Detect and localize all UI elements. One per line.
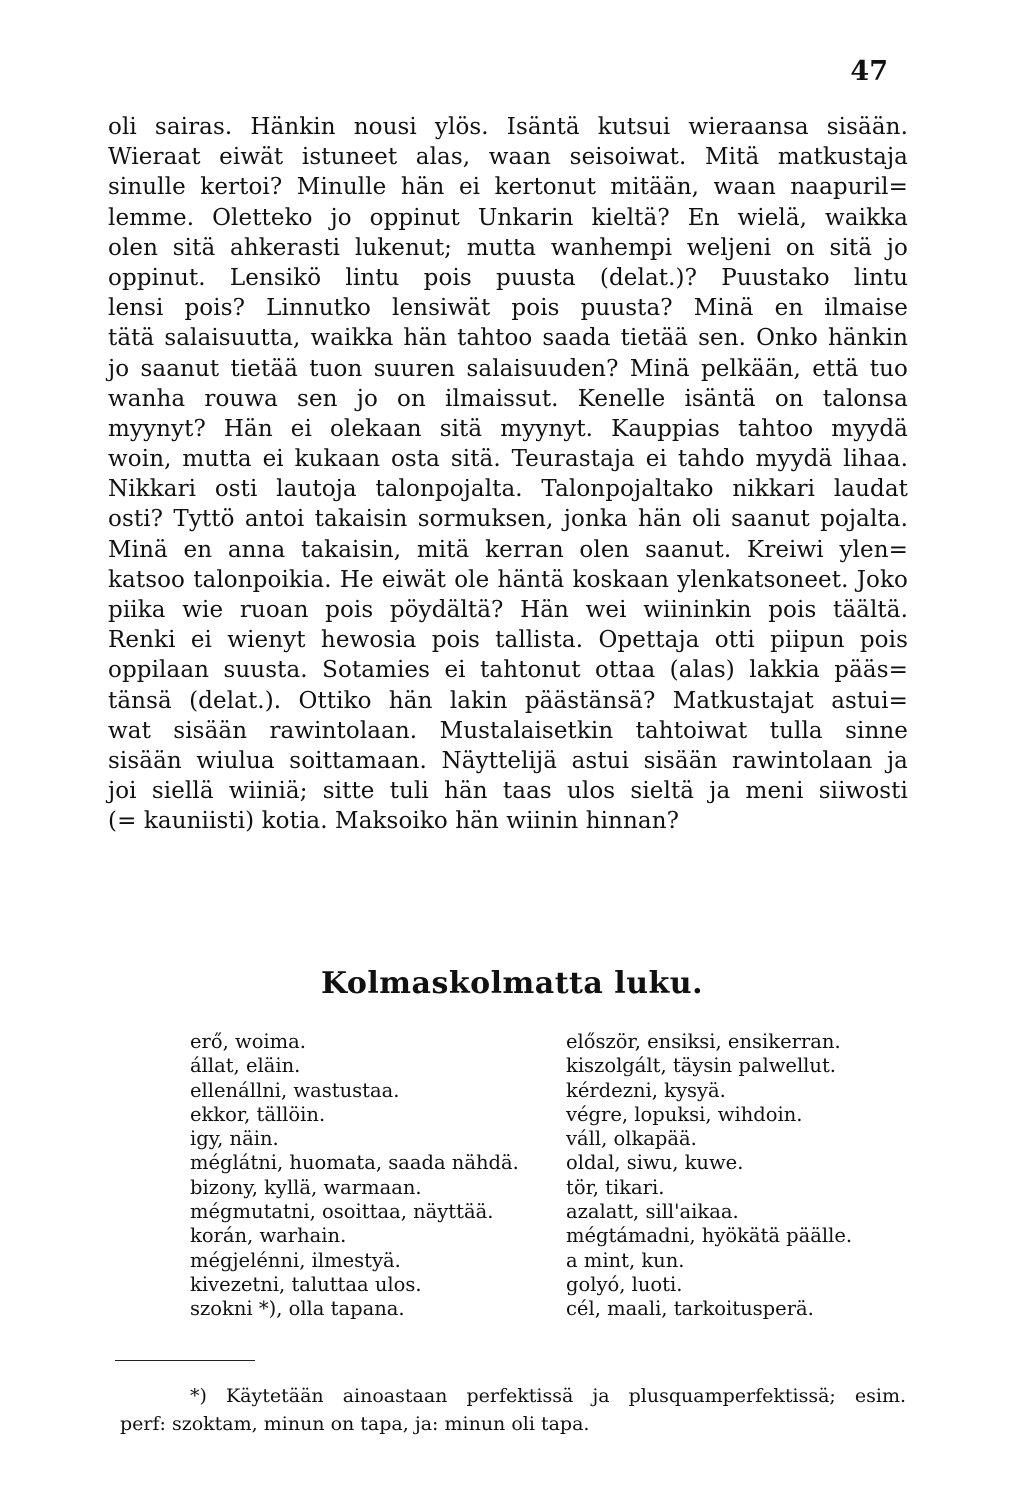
body-line: jo saanut tietää tuon suuren salaisuuden? Minä pelkään, että tuo bbox=[108, 355, 908, 382]
body-line: oli sairas. Hänkin nousi ylös. Isäntä kutsui wieraansa sisään. bbox=[108, 114, 908, 140]
body-line: katsoo talonpoikia. He eiwät ole häntä koskaan ylenkatsoneet. Joko bbox=[108, 566, 908, 593]
vocabulary-entry: korán, warhain. bbox=[190, 1224, 347, 1248]
vocabulary-entry: kivezetni, taluttaa ulos. bbox=[190, 1272, 422, 1296]
vocabulary-entry: kérdezni, kysyä. bbox=[566, 1078, 726, 1102]
vocabulary-entry: először, ensiksi, ensikerran. bbox=[566, 1030, 841, 1053]
vocabulary-entry: méglátni, huomata, saada nähdä. bbox=[190, 1151, 519, 1175]
body-line: Renki ei wienyt hewosia pois tallista. Opettaja otti piipun pois bbox=[108, 627, 908, 654]
body-line: oppinut. Lensikö lintu pois puusta (delat.)? Puustako lintu bbox=[108, 264, 908, 291]
body-line: sisään wiulua soittamaan. Näyttelijä astui sisään rawintolaan ja bbox=[108, 747, 908, 774]
vocabulary-entry: mégjelénni, ilmestyä. bbox=[190, 1248, 401, 1272]
vocabulary-entry: ekkor, tällöin. bbox=[190, 1102, 326, 1126]
vocabulary-list bbox=[190, 1030, 920, 1330]
body-line: joi siellä wiiniä; sitte tuli hän taas ulos sieltä ja meni siiwosti bbox=[108, 778, 908, 805]
body-line: lensi pois? Linnutko lensiwät pois puusta? Minä en ilmaise bbox=[108, 295, 908, 322]
body-line: sinulle kertoi? Minulle hän ei kertonut mitään, waan naapuril= bbox=[108, 174, 908, 201]
chapter-title: Kolmaskolmatta luku. bbox=[320, 966, 704, 1001]
body-line: osti? Tyttö antoi takaisin sormuksen, jonka hän oli saanut pojalta. bbox=[108, 506, 908, 533]
vocabulary-entry: mégtámadni, hyökätä päälle. bbox=[566, 1224, 853, 1248]
body-line: Minä en anna takaisin, mitä kerran olen saanut. Kreiwi ylen= bbox=[108, 536, 908, 563]
footnote bbox=[120, 1382, 906, 1438]
vocabulary-entry: azalatt, sill'aikaa. bbox=[566, 1200, 739, 1224]
vocabulary-column-left bbox=[190, 1030, 560, 1322]
body-line: piika wie ruoan pois pöydältä? Hän wei wiininkin pois täältä. bbox=[108, 597, 908, 623]
vocabulary-column-right bbox=[566, 1030, 936, 1322]
body-line: Nikkari osti lautoja talonpojalta. Talonpojaltako nikkari laudat bbox=[108, 476, 908, 503]
body-text bbox=[108, 112, 908, 837]
footnote-line: perf: szoktam, minun on tapa, ja: minun oli tapa. bbox=[120, 1413, 590, 1435]
vocabulary-entry: a mint, kun. bbox=[566, 1248, 685, 1272]
vocabulary-entry: tör, tikari. bbox=[566, 1175, 665, 1199]
footnote-divider bbox=[115, 1360, 255, 1361]
body-line: oppilaan suusta. Sotamies ei tahtonut ottaa (alas) lakkia pääs= bbox=[108, 657, 908, 684]
body-line: tänsä (delat.). Ottiko hän lakin päästänsä? Matkustajat astui= bbox=[108, 687, 908, 714]
body-line: Wieraat eiwät istuneet alas, waan seisoiwat. Mitä matkustaja bbox=[108, 144, 908, 171]
vocabulary-entry: ellenállni, wastustaa. bbox=[190, 1078, 400, 1102]
page-number: 47 bbox=[850, 56, 888, 87]
body-line: wat sisään rawintolaan. Mustalaisetkin tahtoiwat tulla sinne bbox=[108, 717, 908, 744]
body-line: (= kauniisti) kotia. Maksoiko hän wiinin hinnan? bbox=[108, 808, 680, 835]
vocabulary-entry: oldal, siwu, kuwe. bbox=[566, 1151, 744, 1175]
vocabulary-entry: mégmutatni, osoittaa, näyttää. bbox=[190, 1200, 494, 1224]
vocabulary-entry: váll, olkapää. bbox=[566, 1127, 697, 1151]
vocabulary-entry: igy, näin. bbox=[190, 1127, 279, 1151]
body-line: tätä salaisuutta, waikka hän tahtoo saada tietää sen. Onko hänkin bbox=[108, 325, 908, 352]
vocabulary-entry: szokni *), olla tapana. bbox=[190, 1297, 405, 1321]
footnote-line: *) Käytetään ainoastaan perfektissä ja plusquamperfektissä; esim. bbox=[190, 1385, 906, 1407]
body-line: olen sitä ahkerasti lukenut; mutta wanhempi weljeni on sitä jo bbox=[108, 234, 908, 261]
body-line: lemme. Oletteko jo oppinut Unkarin kieltä? En wielä, waikka bbox=[108, 204, 908, 231]
vocabulary-entry: golyó, luoti. bbox=[566, 1272, 683, 1296]
body-line: woin, mutta ei kukaan osta sitä. Teurastaja ei tahdo myydä lihaa. bbox=[108, 446, 908, 473]
vocabulary-entry: bizony, kyllä, warmaan. bbox=[190, 1175, 422, 1199]
body-line: myynyt? Hän ei olekaan sitä myynyt. Kauppias tahtoo myydä bbox=[108, 415, 908, 442]
vocabulary-entry: kiszolgált, täysin palwellut. bbox=[566, 1054, 837, 1078]
body-line: wanha rouwa sen jo on ilmaissut. Kenelle isäntä on talonsa bbox=[108, 385, 908, 412]
vocabulary-entry: cél, maali, tarkoitusperä. bbox=[566, 1297, 814, 1321]
vocabulary-entry: erő, woima. bbox=[190, 1030, 306, 1053]
vocabulary-entry: állat, eläin. bbox=[190, 1054, 301, 1078]
vocabulary-entry: végre, lopuksi, wihdoin. bbox=[566, 1102, 803, 1126]
